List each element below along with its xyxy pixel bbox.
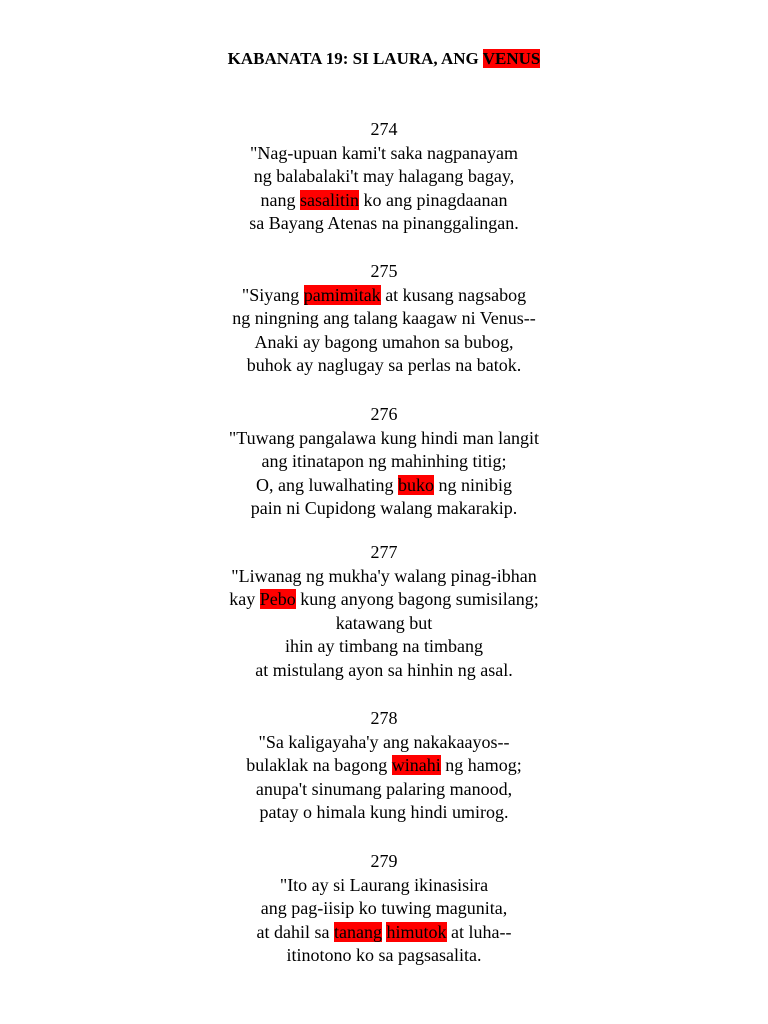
stanza-number: 276 <box>370 404 398 424</box>
verse-line <box>0 212 768 236</box>
verse-line <box>0 354 768 378</box>
verse-text: at luha-- <box>446 921 512 942</box>
verse-line <box>0 450 768 474</box>
verse-text: itinotono ko sa pagsasalita. <box>286 945 482 966</box>
highlighted-word: Pebo <box>259 589 296 610</box>
verse-text: ng ningning ang talang kaagaw ni Venus-- <box>232 308 536 329</box>
verse-line <box>0 331 768 355</box>
verse-text: "Siyang <box>241 284 304 305</box>
chapter-title-highlight: VENUS <box>482 49 541 68</box>
highlighted-word: pamimitak <box>303 284 381 305</box>
verse-line <box>0 801 768 825</box>
chapter-title <box>0 47 768 71</box>
verse-text: ng ninibig <box>433 474 512 495</box>
verse-text: ko ang pinagdaanan <box>359 189 508 210</box>
verse-text: nang <box>260 189 301 210</box>
stanza <box>0 403 768 521</box>
verse-text: "Nag-upuan kami't saka nagpanayam <box>250 142 518 163</box>
chapter-title-prefix: KABANATA 19: SI LAURA, ANG <box>227 49 483 68</box>
verse-text: ihin ay timbang na timbang <box>285 636 483 657</box>
verse-line <box>0 612 768 636</box>
stanza-number: 279 <box>370 851 398 871</box>
verse-text: pain ni Cupidong walang makarakip. <box>250 498 518 519</box>
verse-line <box>0 565 768 589</box>
verse-text: O, ang luwalhating <box>256 474 398 495</box>
verse-text: "Tuwang pangalawa kung hindi man langit <box>228 427 540 448</box>
stanza <box>0 541 768 683</box>
verse-line <box>0 731 768 755</box>
stanza <box>0 850 768 968</box>
verse-line <box>0 307 768 331</box>
verse-text: ang pag-iisip ko tuwing magunita, <box>260 898 508 919</box>
verse-text: Anaki ay bagong umahon sa bubog, <box>254 331 514 352</box>
verse-line <box>0 874 768 898</box>
verse-text: ng balabalaki't may halagang bagay, <box>253 166 515 187</box>
verse-line <box>0 778 768 802</box>
verse-line <box>0 588 768 612</box>
verse-text: anupa't sinumang palaring manood, <box>255 778 513 799</box>
verse-text: bulaklak na bagong <box>246 755 392 776</box>
verse-line <box>0 165 768 189</box>
verse-line <box>0 897 768 921</box>
verse-text: kung anyong bagong sumisilang; <box>295 589 539 610</box>
verse-text: at dahil sa <box>256 921 334 942</box>
verse-text: kay <box>229 589 260 610</box>
verse-line <box>0 427 768 451</box>
highlighted-word: sasalitin <box>300 189 360 210</box>
verse-line <box>0 142 768 166</box>
verse-line <box>0 754 768 778</box>
highlighted-word: winahi <box>391 755 441 776</box>
verse-text: at mistulang ayon sa hinhin ng asal. <box>255 659 513 680</box>
highlighted-word: tanang <box>334 921 382 942</box>
verse-line <box>0 189 768 213</box>
verse-text: katawang but <box>335 612 433 633</box>
stanza <box>0 260 768 378</box>
verse-line <box>0 635 768 659</box>
stanza-number: 278 <box>370 708 398 728</box>
verse-line <box>0 284 768 308</box>
verse-text: "Liwanag ng mukha'y walang pinag-ibhan <box>231 565 537 586</box>
verse-text: at kusang nagsabog <box>380 284 527 305</box>
stanza-number: 275 <box>370 261 398 281</box>
stanza-number: 274 <box>370 119 398 139</box>
stanza <box>0 118 768 236</box>
highlighted-word: buko <box>397 474 434 495</box>
verse-line <box>0 944 768 968</box>
verse-line <box>0 474 768 498</box>
verse-text: ang itinatapon ng mahinhing titig; <box>261 451 507 472</box>
highlighted-word: himutok <box>386 921 447 942</box>
verse-text: "Ito ay si Laurang ikinasisira <box>279 874 489 895</box>
verse-text: buhok ay naglugay sa perlas na batok. <box>246 355 522 376</box>
verse-line <box>0 659 768 683</box>
verse-text: sa Bayang Atenas na pinanggalingan. <box>249 213 519 234</box>
verse-text: "Sa kaligayaha'y ang nakakaayos-- <box>258 731 510 752</box>
verse-text: patay o himala kung hindi umirog. <box>259 802 509 823</box>
stanza-number: 277 <box>370 542 398 562</box>
verse-line <box>0 497 768 521</box>
stanza <box>0 707 768 825</box>
verse-text: ng hamog; <box>440 755 522 776</box>
verse-line <box>0 921 768 945</box>
